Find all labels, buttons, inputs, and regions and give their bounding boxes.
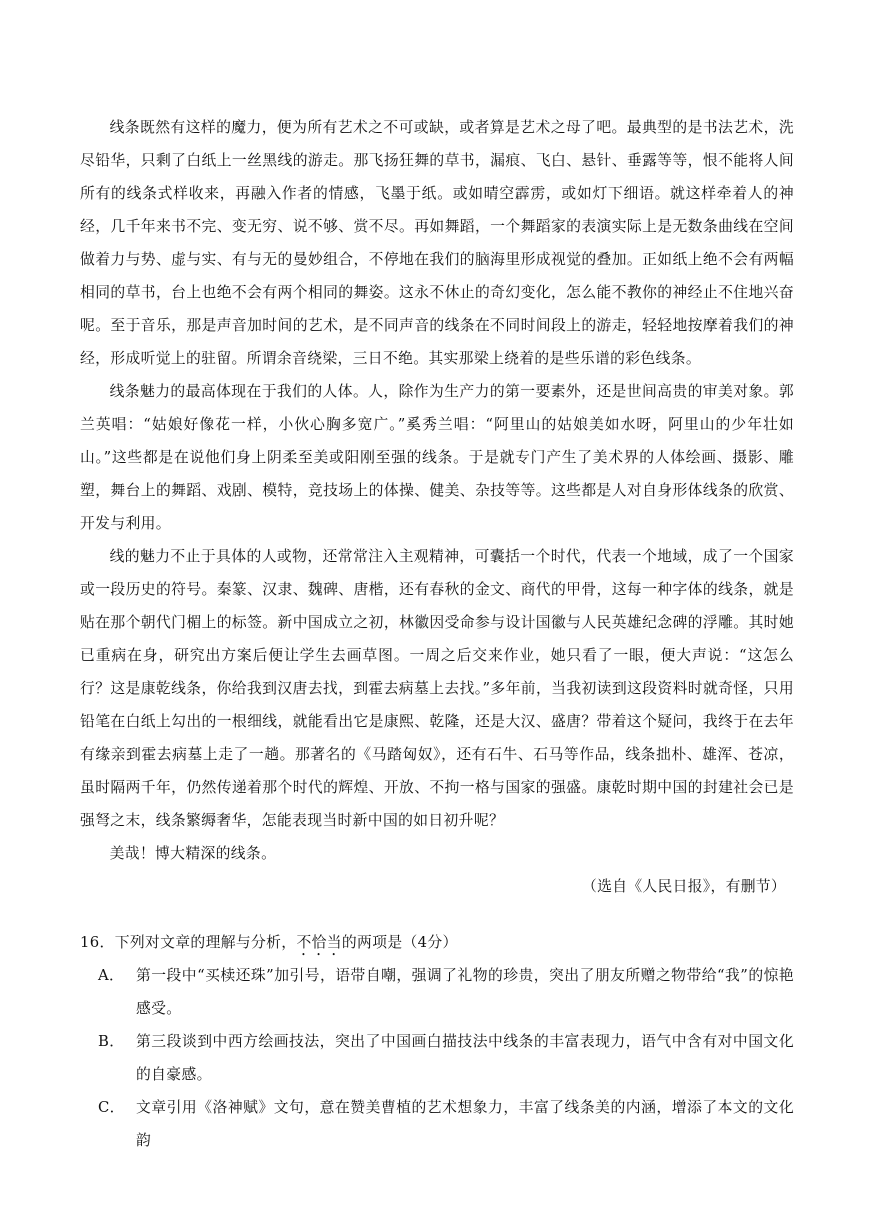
question-stem-emphasis: 不恰当 [296, 934, 342, 951]
passage-paragraph-4: 美哉！博大精深的线条。 [109, 845, 277, 862]
passage-paragraph-2: 线条魅力的最高体现在于我们的人体。人，除作为生产力的第一要素外，还是世间高贵的审美对象。郭兰英唱：“姑娘好像花一样，小伙心胸多宽广。”奚秀兰唱：“阿里山的姑娘美如水呀，阿里山的少年壮如山。”这些都是在说他们身上阴柔至美或阳刚至强的线条。于是就专门产生了美术界的人体绘画、摄影、雕塑，舞台上的舞蹈、戏剧、模特，竞技场上的体操、健美、杂技等等。这些都是人对自身形体线条的欣赏、开发与利用。 [80, 383, 794, 532]
option-b-text: 第三段谈到中西方绘画技法，突出了中国画白描技法中线条的丰富表现力，语气中含有对中国文化的自豪感。 [136, 1033, 794, 1083]
question-stem [80, 926, 794, 959]
question-stem-before: 下列对文章的理解与分析， [114, 934, 297, 951]
passage-paragraph-3: 线的魅力不止于具体的人或物，还常常注入主观精神，可囊括一个时代，代表一个地域，成了一个国家或一段历史的符号。秦篆、汉隶、魏碑、唐楷，还有春秋的金文、商代的甲骨，这每一种字体的线条，就是贴在那个朝代门楣上的标签。新中国成立之初，林徽因受命参与设计国徽与人民英雄纪念碑的浮雕。其时她已重病在身，研究出方案后便让学生去画草图。一周之后交来作业，她只看了一眼，便大声说：“这怎么行？这是康乾线条，你给我到汉唐去找，到霍去病墓上去找。”多年前，当我初读到这段资料时就奇怪，只用铅笔在白纸上勾出的一根细线，就能看出它是康熙、乾隆，还是大汉、盛唐？带着这个疑问，我终于在去年有缘亲到霍去病墓上走了一趟。那著名的《马踏匈奴》，还有石牛、石马等作品，线条拙朴、雄浑、苍凉，虽时隔两千年，仍然传递着那个时代的辉煌、开放、不拘一格与国家的强盛。康乾时期中国的封建社会已是强弩之末，线条繁缛奢华，怎能表现当时新中国的如日初升呢？ [80, 548, 794, 829]
passage-paragraph-1: 线条既然有这样的魔力，便为所有艺术之不可或缺，或者算是艺术之母了吧。最典型的是书法艺术，洗尽铅华，只剩了白纸上一丝黑线的游走。那飞扬狂舞的草书，漏痕、飞白、悬针、垂露等等，恨不能将人间所有的线条式样收来，再融入作者的情感，飞墨于纸。或如晴空霹雳，或如灯下细语。就这样牵着人的神经，几千年来书不完、变无穷、说不够、赏不尽。再如舞蹈，一个舞蹈家的表演实际上是无数条曲线在空间做着力与势、虚与实、有与无的曼妙组合，不停地在我们的脑海里形成视觉的叠加。正如纸上绝不会有两幅相同的草书，台上也绝不会有两个相同的舞姿。这永不休止的奇幻变化，怎么能不教你的神经止不住地兴奋呢。至于音乐，那是声音加时间的艺术，是不同声音的线条在不同时间段上的游走，轻轻地按摩着我们的神经，形成听觉上的驻留。所谓余音绕梁，三日不绝。其实那梁上绕着的是些乐谱的彩色线条。 [80, 119, 794, 367]
option-b-letter: B． [98, 1033, 125, 1050]
question-stem-after: 的两项是（4分） [341, 934, 458, 951]
option-c [80, 1091, 794, 1157]
option-c-letter: C． [98, 1099, 125, 1116]
reading-passage [80, 111, 794, 903]
option-a-text: 第一段中“买椟还珠”加引号，语带自嘲，强调了礼物的珍贵，突出了朋友所赠之物带给“我”的惊艳感受。 [136, 967, 794, 1017]
passage-source: （选自《人民日报》，有删节） [582, 878, 786, 895]
option-a [80, 959, 794, 1025]
question-16 [80, 926, 794, 1157]
option-b [80, 1025, 794, 1091]
option-a-letter: A． [98, 967, 125, 984]
question-number: 16． [80, 934, 115, 951]
option-c-text: 文章引用《洛神赋》文句，意在赞美曹植的艺术想象力，丰富了线条美的内涵，增添了本文的文化韵 [136, 1099, 794, 1149]
